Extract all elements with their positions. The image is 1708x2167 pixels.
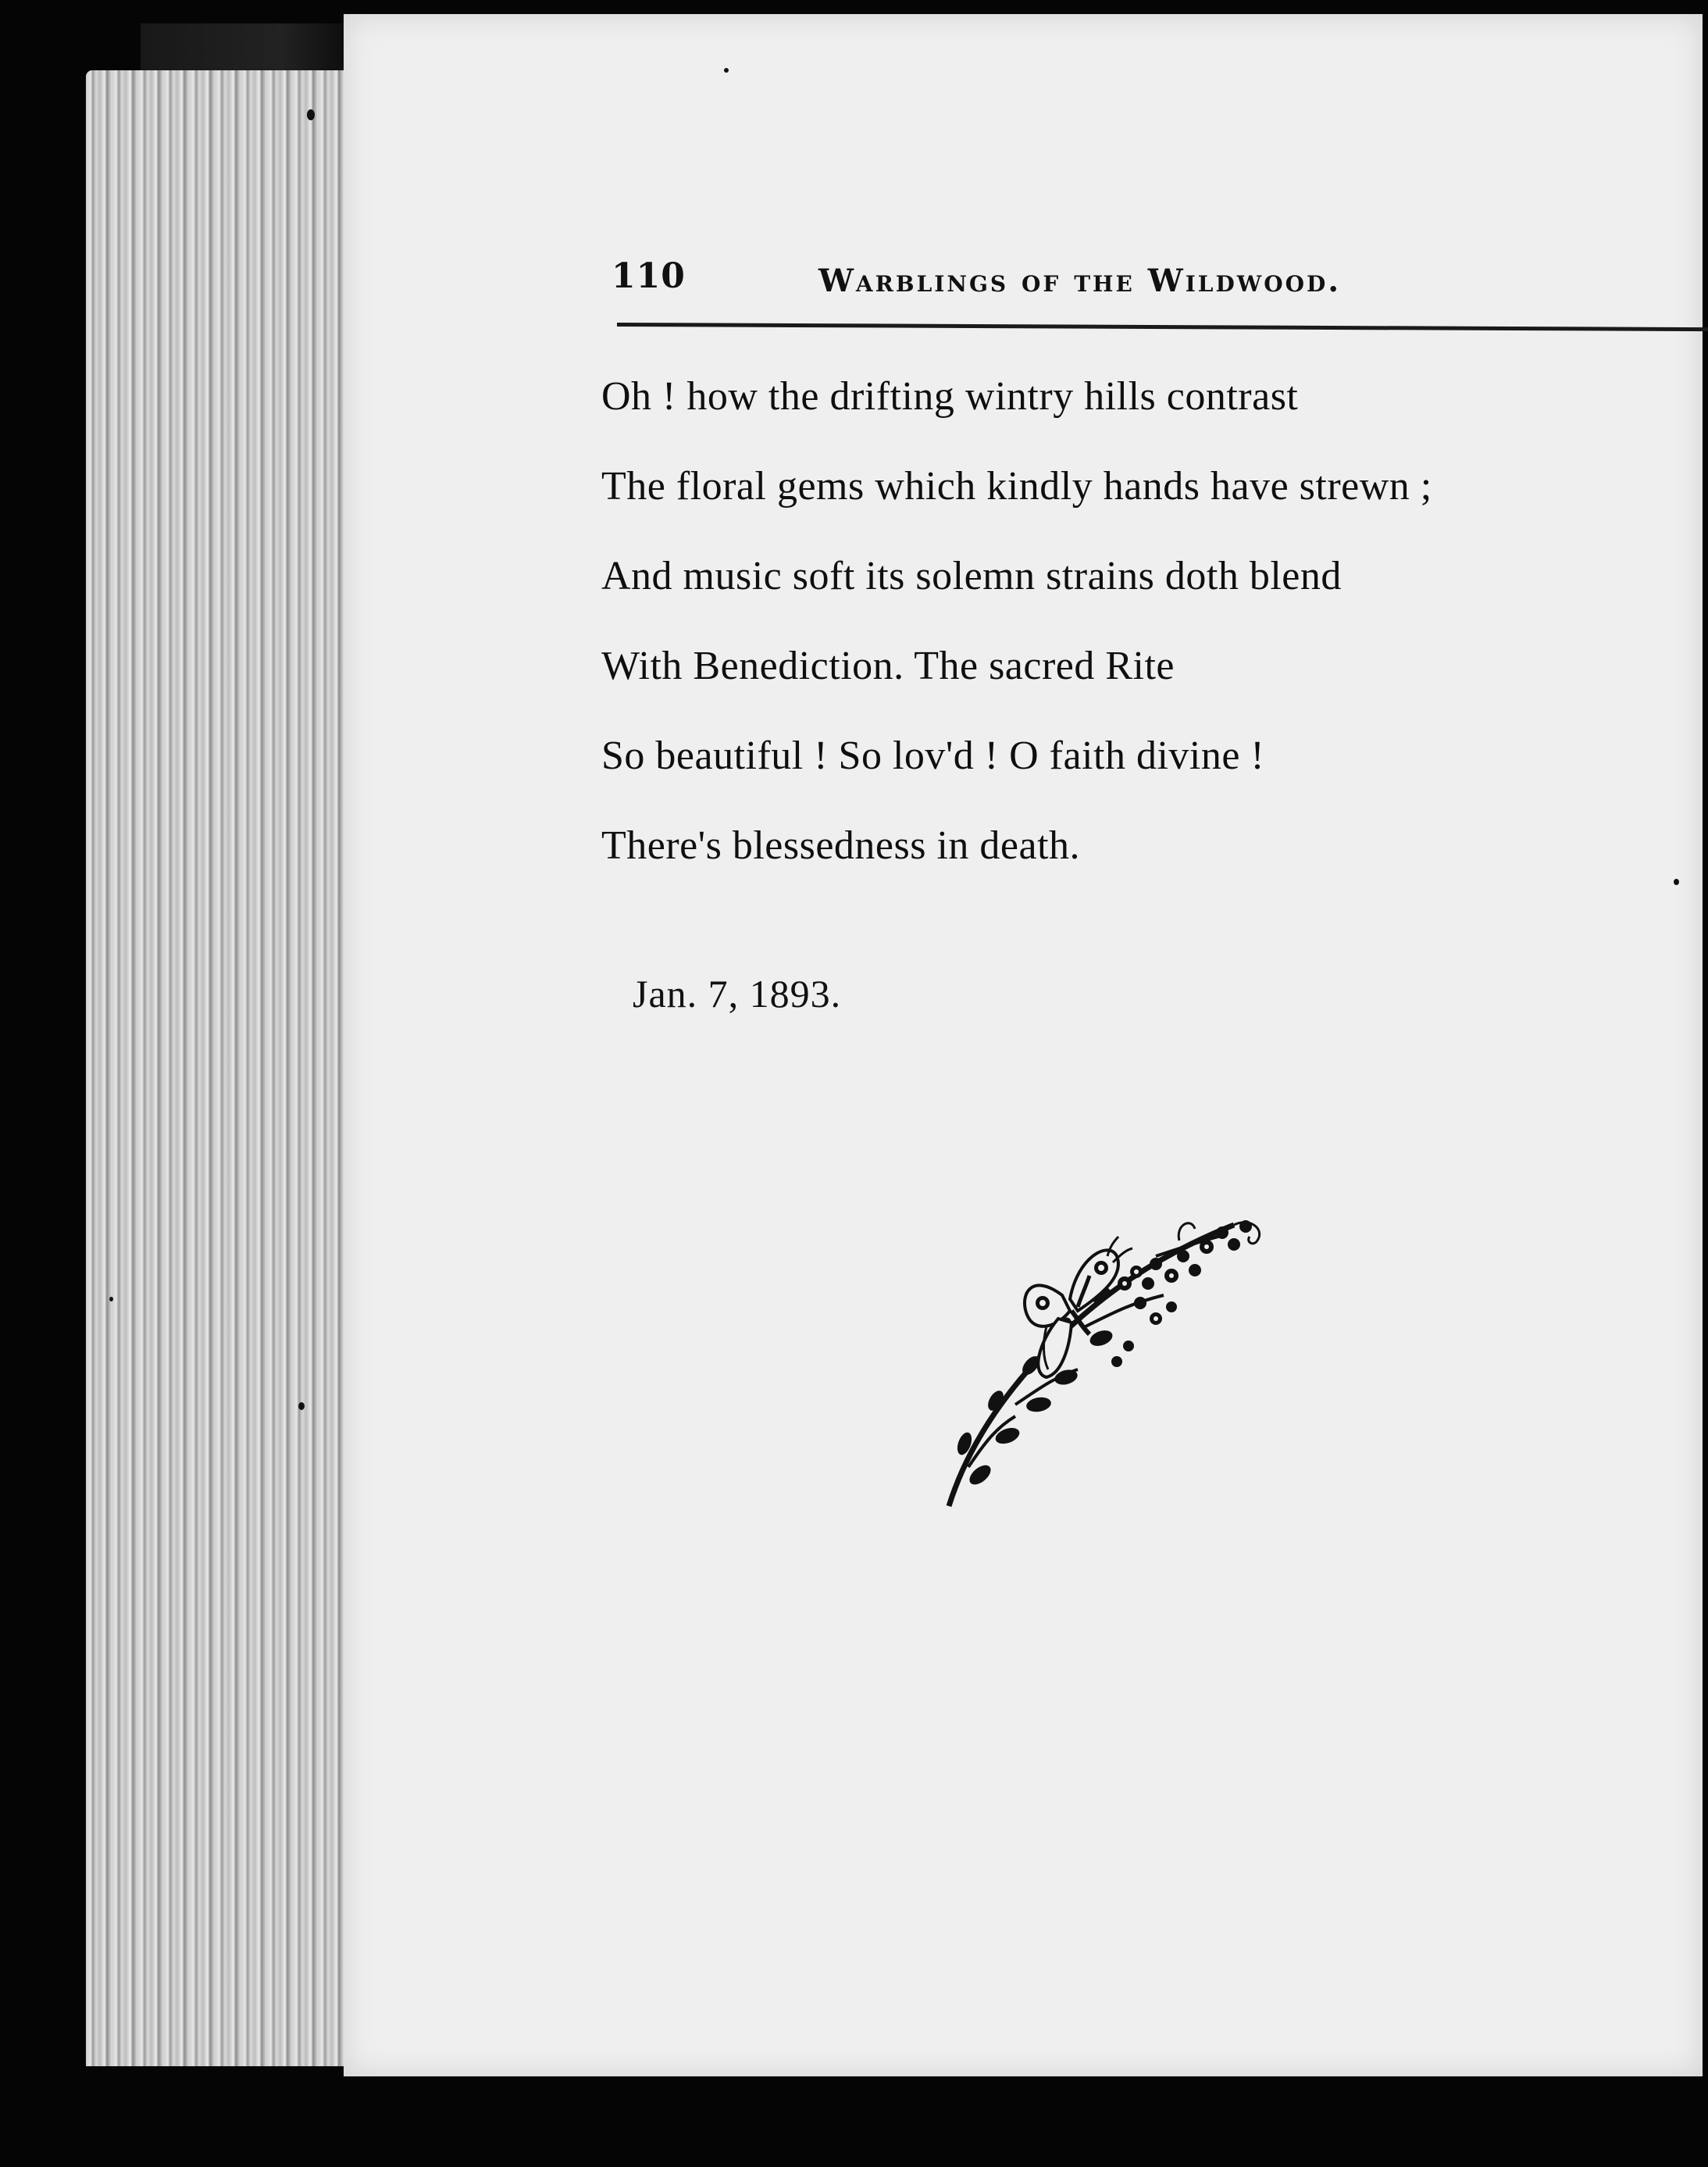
running-header	[612, 248, 1708, 303]
poem-line: So beautiful ! So lov'd ! O faith divine !	[601, 734, 1265, 778]
running-title: Warblings of the Wildwood.	[818, 262, 1342, 299]
scan-speck	[298, 1402, 305, 1410]
poem-line: Oh ! how the drifting wintry hills contrast	[601, 374, 1299, 419]
book-page	[344, 14, 1703, 2076]
scan-speck	[307, 109, 315, 120]
page-content	[344, 14, 1703, 2076]
header-rule	[617, 323, 1708, 332]
page-number: 110	[612, 256, 686, 296]
poem-line: And music soft its solemn strains doth blend	[601, 554, 1342, 598]
scan-speck	[724, 68, 729, 73]
poem-line: There's blessedness in death.	[601, 823, 1081, 868]
poem-line: The floral gems which kindly hands have strewn ;	[601, 464, 1432, 509]
poem-line: With Benediction. The sacred Rite	[601, 644, 1175, 688]
scan-speck	[109, 1297, 113, 1301]
butterfly-branch-ornament-icon	[922, 1209, 1281, 1522]
page-edges	[86, 70, 383, 2066]
poem-date: Jan. 7, 1893.	[633, 972, 842, 1016]
scan-speck	[1674, 879, 1679, 885]
